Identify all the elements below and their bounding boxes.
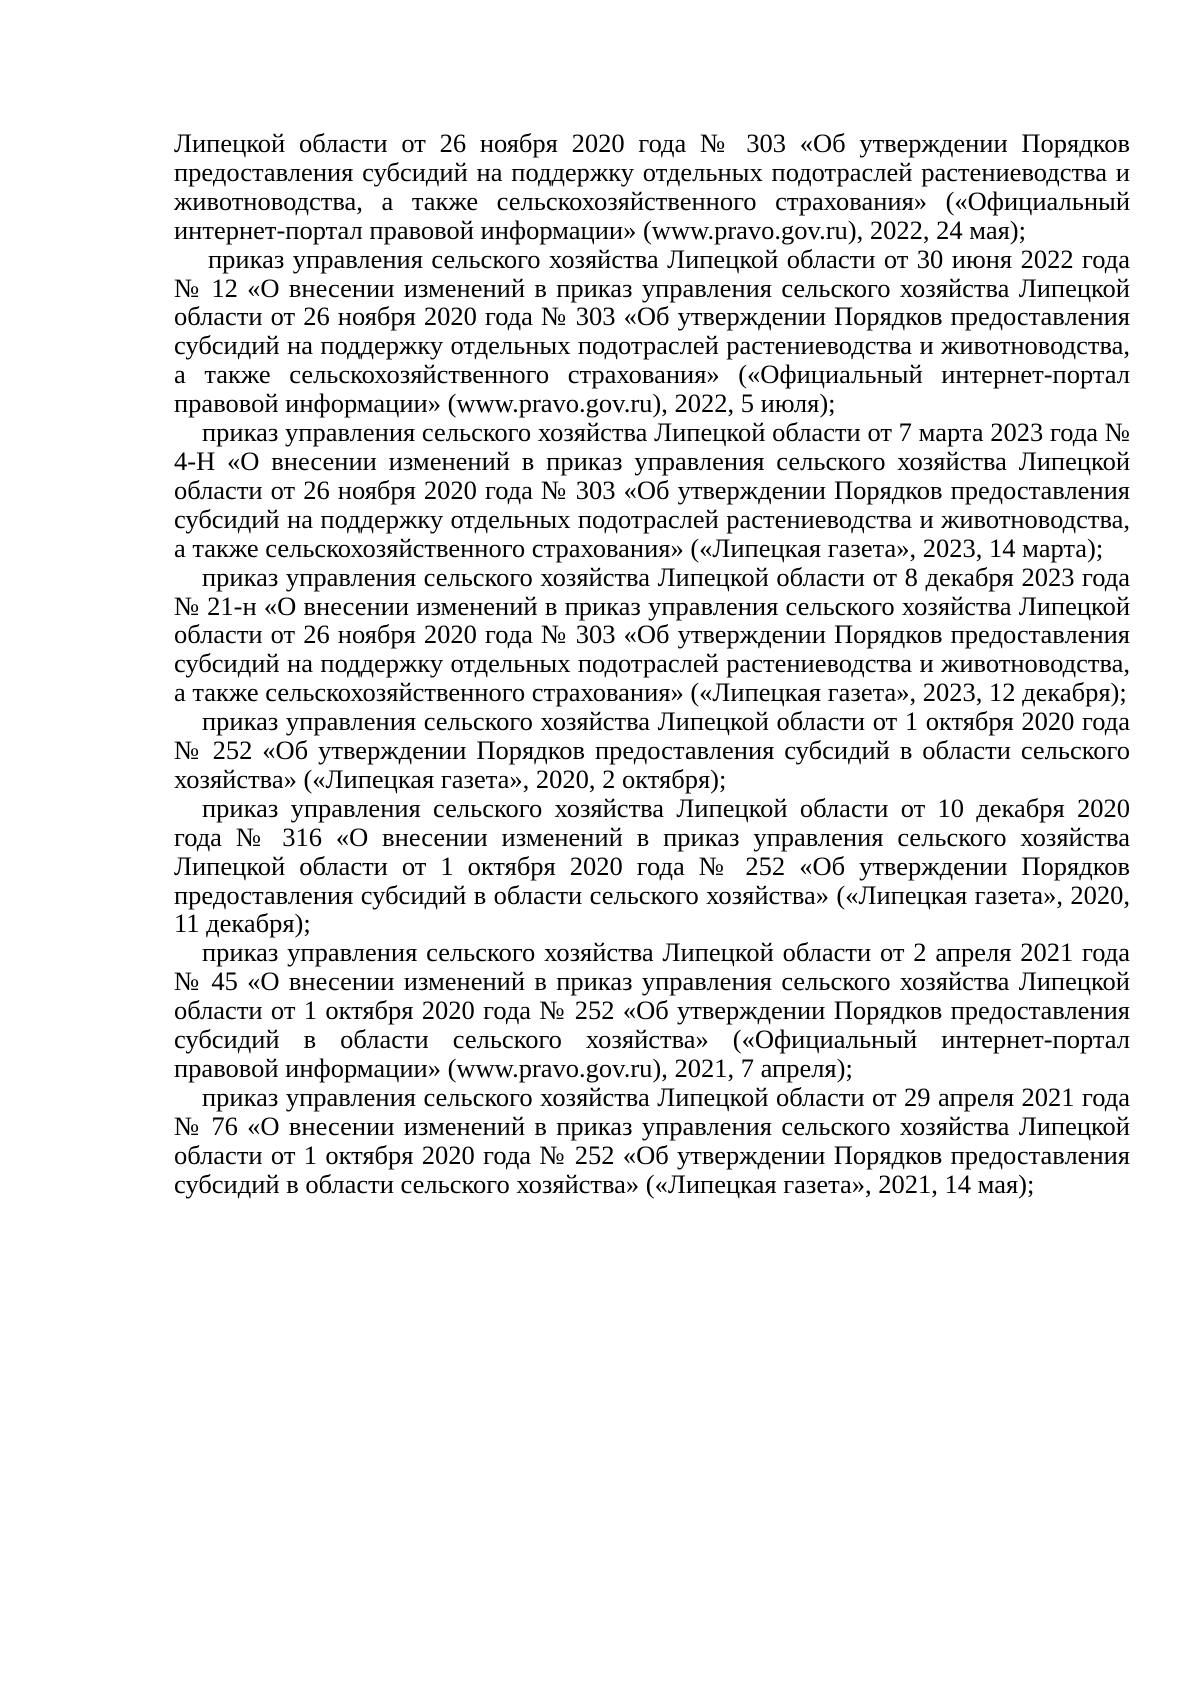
paragraph-order-2-april-2021: приказ управления сельского хозяйства Липецкой области от 2 апреля 2021 года № 45 «О внесении изменений в приказ управления сельского хозяйства Липецкой области от 1 октября 2020 года № 252 «Об утверждении Порядков предоставления субсидий в области сельского хозяйства» («Официальный интернет-портал правовой информации» (www.pravo.gov.ru), 2021, 7 апреля); [174, 937, 1130, 1083]
paragraph-order-10-december-2020: приказ управления сельского хозяйства Липецкой области от 10 декабря 2020 года № 316 «О внесении изменений в приказ управления сельского хозяйства Липецкой области от 1 октября 2020 года № 252 «Об утверждении Порядков предоставления субсидий в области сельского хозяйства» («Липецкая газета», 2020, 11 декабря); [174, 792, 1130, 939]
paragraph-order-29-april-2021: приказ управления сельского хозяйства Липецкой области от 29 апреля 2021 года № 76 «О внесении изменений в приказ управления сельского хозяйства Липецкой области от 1 октября 2020 года № 252 «Об утверждении Порядков предоставления субсидий в области сельского хозяйства» («Липецкая газета», 2021, 14 мая); [174, 1081, 1130, 1199]
paragraph-order-30-june-2022: приказ управления сельского хозяйства Липецкой области от 30 июня 2022 года № 12 «О внесении изменений в приказ управления сельского хозяйства Липецкой области от 26 ноября 2020 года № 303 «Об утверждении Порядков предоставления субсидий на поддержку отдельных подотраслей растениеводства и животноводства, а также сельскохозяйственного страхования» («Официальный интернет-портал правовой информации» (www.pravo.gov.ru), 2022, 5 июля); [174, 243, 1130, 419]
paragraph-continuation: Липецкой области от 26 ноября 2020 года № 303 «Об утверждении Порядков предоставления субсидий на поддержку отдельных подотраслей растениеводства и животноводства, а также сельскохозяйственного страхования» («Официальный интернет-портал правовой информации» (www.pravo.gov.ru), 2022, 24 мая); [174, 128, 1130, 245]
document-body [174, 129, 1130, 1199]
paragraph-order-7-march-2023: приказ управления сельского хозяйства Липецкой области от 7 марта 2023 года № 4-Н «О внесении изменений в приказ управления сельского хозяйства Липецкой области от 26 ноября 2020 года № 303 «Об утверждении Порядков предоставления субсидий на поддержку отдельных подотраслей растениеводства и животноводства, а также сельскохозяйственного страхования» («Липецкая газета», 2023, 14 марта); [174, 417, 1130, 563]
paragraph-order-8-december-2023: приказ управления сельского хозяйства Липецкой области от 8 декабря 2023 года № 21-н «О внесении изменений в приказ управления сельского хозяйства Липецкой области от 26 ноября 2020 года № 303 «Об утверждении Порядков предоставления субсидий на поддержку отдельных подотраслей растениеводства и животноводства, а также сельскохозяйственного страхования» («Липецкая газета», 2023, 12 декабря); [174, 561, 1130, 708]
paragraph-order-1-october-2020: приказ управления сельского хозяйства Липецкой области от 1 октября 2020 года № 252 «Об утверждении Порядков предоставления субсидий в области сельского хозяйства» («Липецкая газета», 2020, 2 октября); [174, 706, 1130, 794]
